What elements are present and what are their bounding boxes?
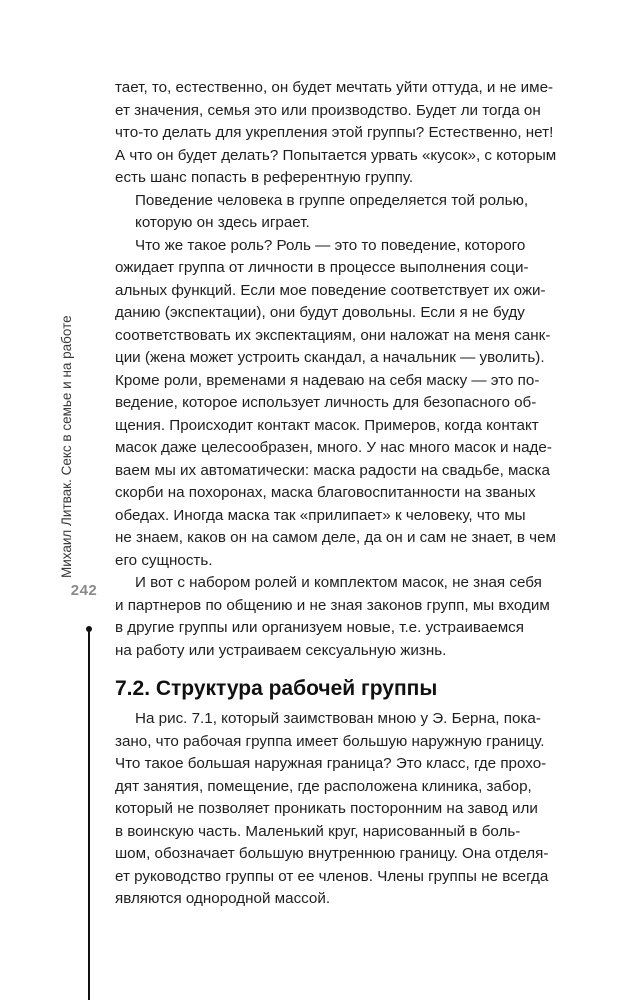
text-line: дят занятия, помещение, где расположена клиника, забор,: [115, 777, 532, 795]
text-line: альных функций. Если мое поведение соответствует их ожи-: [115, 281, 546, 299]
margin-rule-line: [88, 630, 90, 1000]
text-line: в воинскую часть. Маленький круг, нарисованный в боль-: [115, 822, 521, 840]
text-line: Что такое большая наружная граница? Это класс, где прохо-: [115, 755, 547, 772]
text-line: щения. Происходит контакт масок. Примеров, когда контакт: [115, 416, 539, 434]
text-line: что-то делать для укрепления этой группы? Естественно, нет!: [115, 124, 554, 141]
running-title: Михаил Литвак. Секс в семье и на работе: [59, 315, 74, 578]
text-line: Кроме роли, временами я надеваю на себя маску — это по-: [115, 371, 540, 389]
body-text: [115, 77, 557, 911]
paragraph: [115, 708, 549, 911]
text-line: скорби на похоронах, маска благовоспитанности на званых: [115, 484, 536, 501]
text-line: шом, обозначает большую внутреннюю границу. Она отделя-: [115, 845, 549, 862]
text-line: ции (жена может устроить скандал, а начальник — уволить).: [115, 349, 545, 366]
paragraph: [115, 235, 556, 573]
text-line: его сущность.: [115, 551, 213, 569]
text-line: есть шанс попасть в референтную группу.: [115, 169, 414, 186]
text-line: ет значения, семья это или производство. Будет ли тогда он: [115, 101, 541, 119]
text-line: И вот с набором ролей и комплектом масок, не зная себя: [135, 574, 542, 591]
text-line: являются однородной массой.: [115, 890, 331, 907]
text-line: на работу или устраиваем сексуальную жизнь.: [115, 641, 447, 659]
page-number: 242: [70, 582, 98, 599]
section-heading: 7.2. Структура рабочей группы: [115, 677, 438, 700]
text-line: данию (экспектации), они будут довольны. Если я не буду: [115, 304, 525, 321]
text-line: не знаем, каков он на самом деле, да он и сам не знает, в чем: [115, 529, 556, 546]
text-line: соответствовать их экспектациям, они наложат на меня санк-: [115, 326, 551, 344]
text-line: ведение, которое использует личность для безопасного об-: [115, 394, 537, 411]
text-line: ожидает группа от личности в процессе выполнения соци-: [115, 259, 529, 276]
paragraph: [115, 190, 540, 235]
paragraph: [115, 77, 557, 190]
paragraph: [115, 572, 550, 662]
text-line: ваем мы их автоматически: маска радости на свадьбе, маска: [115, 461, 550, 479]
text-line: Поведение человека в группе определяется той ролью,: [135, 191, 529, 209]
text-line: тает, то, естественно, он будет мечтать уйти оттуда, и не име-: [115, 79, 554, 96]
text-line: и партнеров по общению и не зная законов групп, мы входим: [115, 596, 550, 614]
text-line: Что же такое роль? Роль — это то поведение, которого: [135, 236, 526, 254]
text-line: На рис. 7.1, который заимствован мною у Э. Берна, пока-: [135, 710, 541, 727]
text-line: зано, что рабочая группа имеет большую наружную границу.: [115, 732, 545, 750]
text-line: который не позволяет проникать посторонним на завод или: [115, 800, 538, 817]
text-line: обедах. Иногда маска так «прилипает» к человеку, что мы: [115, 506, 526, 524]
text-line: масок даже целесообразен, много. У нас много масок и наде-: [115, 439, 552, 456]
text-line: в другие группы или организуем новые, т.е. устраиваемся: [115, 619, 524, 636]
text-line: ет руководство группы от ее членов. Члены группы не всегда: [115, 867, 549, 885]
text-line: которую он здесь играет.: [135, 214, 310, 231]
text-line: А что он будет делать? Попытается урвать «кусок», с которым: [115, 146, 557, 164]
